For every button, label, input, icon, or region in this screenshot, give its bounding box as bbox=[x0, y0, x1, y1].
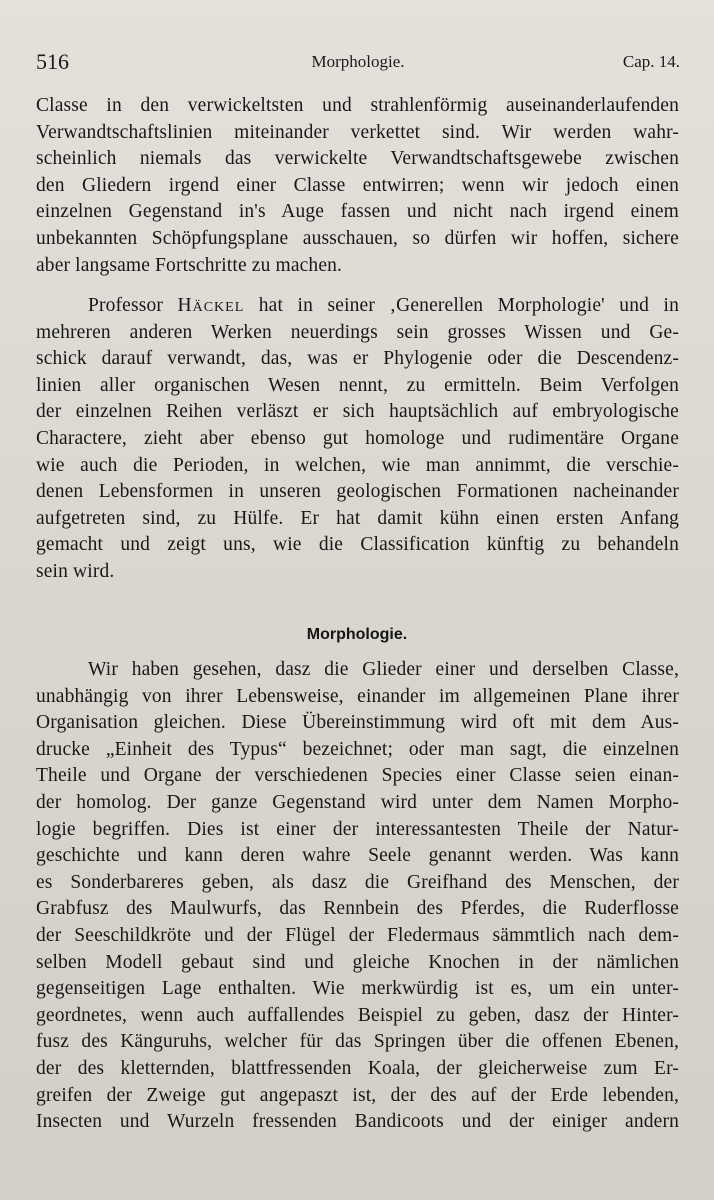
text-line: den Gliedern irgend einer Classe entwirren; wenn wir jedoch einen bbox=[36, 174, 679, 196]
text-line: der des kletternden, blattfressenden Koala, der gleicherweise zum Er- bbox=[36, 1057, 679, 1079]
text-line: Classe in den verwickeltsten und strahlenförmig auseinanderlaufenden bbox=[36, 95, 679, 116]
text-line: aufgetreten sind, zu Hülfe. Er hat damit kühn einen ersten Anfang bbox=[36, 507, 679, 529]
text-line: gemacht und zeigt uns, wie die Classification künftig zu behandeln bbox=[36, 534, 679, 556]
text-line: Theile und Organe der verschiedenen Species einer Classe seien einan- bbox=[36, 765, 679, 787]
author-name: Häckel bbox=[177, 295, 245, 316]
text-line: denen Lebensformen in unseren geologischen Formationen nacheinander bbox=[36, 481, 679, 503]
text-line: gegenseitigen Lage enthalten. Wie merkwürdig ist es, um ein unter- bbox=[36, 978, 679, 1000]
text-line: Organisation gleichen. Diese Übereinstimmung wird oft mit dem Aus- bbox=[36, 712, 679, 734]
text-line: wie auch die Perioden, in welchen, wie man annimmt, die verschie- bbox=[36, 454, 679, 476]
text-line: aber langsame Fortschritte zu machen. bbox=[36, 254, 343, 276]
text-line: fusz des Känguruhs, welcher für das Springen über die offenen Ebenen, bbox=[36, 1031, 679, 1053]
text-line: der Seeschildkröte und der Flügel der Fledermaus sämmtlich nach dem- bbox=[36, 924, 679, 946]
running-title: Morphologie. bbox=[311, 52, 405, 71]
text-line: Verwandtschaftslinien miteinander verkettet sind. Wir werden wahr- bbox=[36, 121, 679, 143]
text-line: schick darauf verwandt, das, was er Phylogenie oder die Descendenz- bbox=[36, 348, 679, 370]
text-line bbox=[36, 293, 679, 320]
text-line: greifen der Zweige gut angepaszt ist, der des auf der Erde lebenden, bbox=[36, 1084, 679, 1106]
section-heading: Morphologie. bbox=[306, 626, 408, 643]
text-line: der homolog. Der ganze Gegenstand wird unter dem Namen Morpho- bbox=[36, 791, 679, 813]
text-fragment: hat in seiner ‚Generellen Morphologie' und in bbox=[244, 295, 679, 316]
text-line: selben Modell gebaut sind und gleiche Knochen in der nämlichen bbox=[36, 951, 679, 973]
text-line: geordnetes, wenn auch auffallendes Beispiel zu geben, dasz der Hinter- bbox=[36, 1004, 679, 1026]
text-line: Insecten und Wurzeln fressenden Bandicoots und der einiger andern bbox=[36, 1111, 679, 1133]
text-line: unbekannten Schöpfungsplane ausschauen, so dürfen wir hoffen, sichere bbox=[36, 227, 679, 249]
text-line: unabhängig von ihrer Lebensweise, einander im allgemeinen Plane ihrer bbox=[36, 685, 679, 707]
text-line: geschichte und kann deren wahre Seele genannt werden. Was kann bbox=[36, 845, 679, 867]
text-line: es Sonderbareres geben, als dasz die Greifhand des Menschen, der bbox=[36, 871, 679, 893]
paragraph-3 bbox=[36, 657, 679, 1136]
page-number: 516 bbox=[36, 49, 69, 74]
text-line: der einzelnen Reihen verläszt er sich hauptsächlich auf embryologische bbox=[36, 401, 679, 423]
paragraph-2 bbox=[36, 293, 679, 586]
paragraph-1 bbox=[36, 93, 679, 279]
text-line: scheinlich niemals das verwickelte Verwandtschaftsgewebe zwischen bbox=[36, 148, 679, 170]
chapter-label: Cap. 14. bbox=[622, 52, 680, 71]
text-line: linien aller organischen Wesen nennt, zu ermitteln. Beim Verfolgen bbox=[36, 374, 679, 396]
text-line: einzelnen Gegenstand in's Auge fassen und nicht nach irgend einem bbox=[36, 201, 679, 223]
text-fragment: Professor bbox=[88, 295, 178, 316]
text-line: Charactere, zieht aber ebenso gut homologe und rudimentäre Organe bbox=[36, 427, 679, 449]
text-line: sein wird. bbox=[36, 560, 115, 582]
text-line: Wir haben gesehen, dasz die Glieder einer und derselben Classe, bbox=[88, 659, 679, 680]
text-line: logie begriffen. Dies ist einer der interessantesten Theile der Natur- bbox=[36, 818, 679, 840]
text-line: Grabfusz des Maulwurfs, das Rennbein des Pferdes, die Ruderflosse bbox=[36, 898, 679, 920]
text-line: mehreren anderen Werken neuerdings sein grosses Wissen und Ge- bbox=[36, 321, 679, 343]
text-line: drucke „Einheit des Typus“ bezeichnet; oder man sagt, die einzelnen bbox=[36, 738, 679, 760]
page-header bbox=[36, 46, 680, 78]
